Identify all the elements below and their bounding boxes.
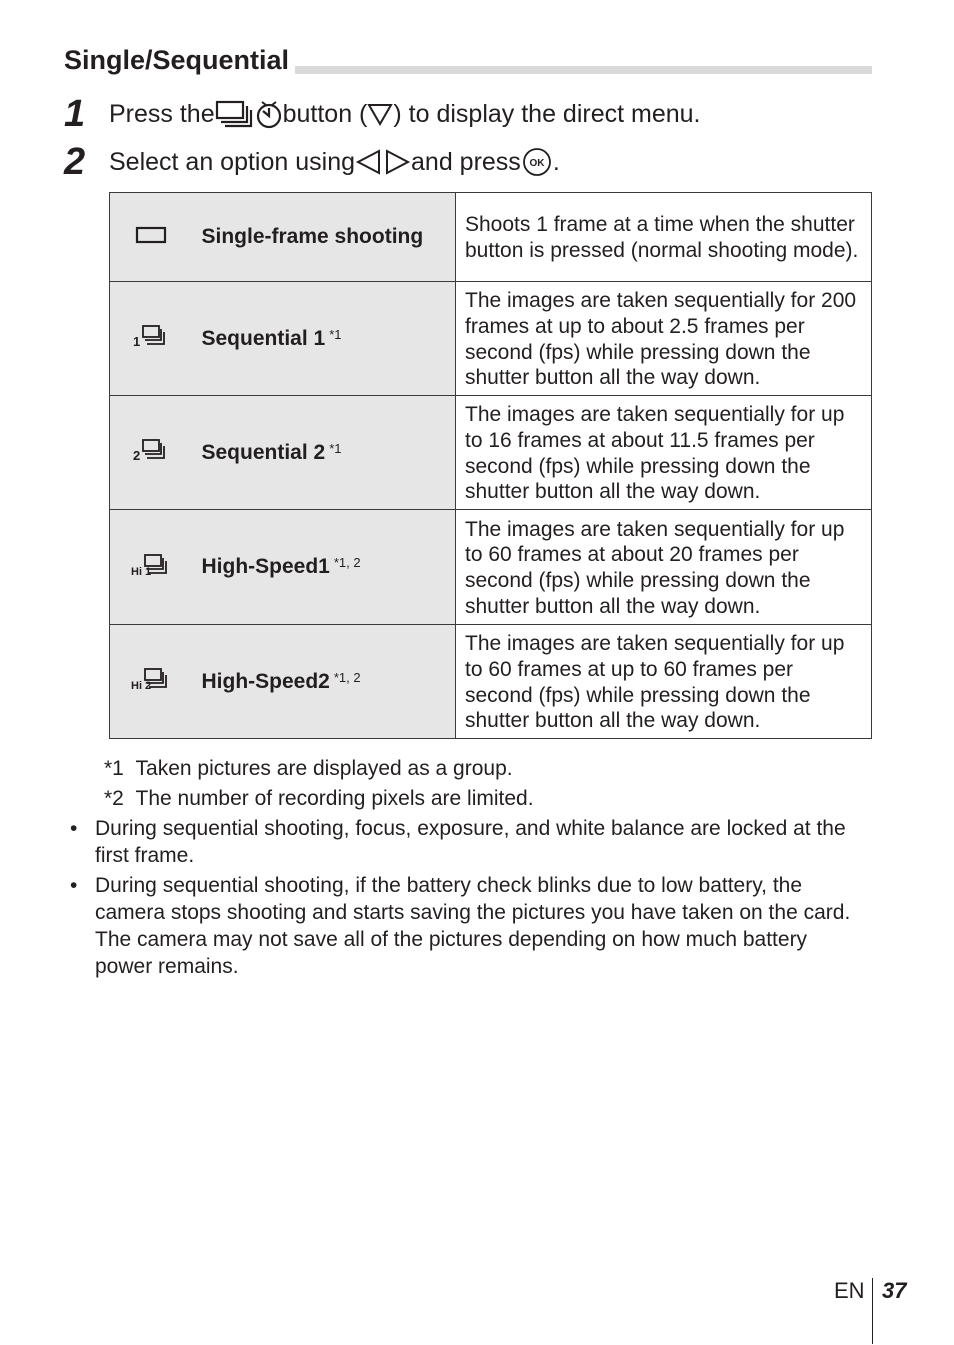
mode-icon-cell	[110, 282, 192, 396]
high-speed-2-icon	[131, 666, 171, 692]
mode-icon-cell	[110, 396, 192, 510]
mode-icon-cell	[110, 625, 192, 739]
footnote-mark: *1	[329, 440, 342, 456]
mode-name	[192, 625, 456, 739]
step-number: 1	[64, 93, 86, 135]
bullet-dot: •	[70, 874, 78, 897]
mode-name-text: High-Speed2	[201, 669, 330, 693]
mode-icon-cell	[110, 193, 192, 282]
page-number: 37	[882, 1278, 907, 1303]
triangle-down-icon	[367, 101, 393, 127]
mode-description: The images are taken sequentially for up to 60 frames at about 20 frames per second (fps) while pressing down the shutter button all the way down.	[456, 510, 872, 625]
mode-name-text: Single-frame shooting	[201, 225, 424, 248]
footnote-mark: *1	[329, 326, 342, 342]
mode-name-text: Sequential 2	[201, 440, 326, 464]
mode-icon-cell	[110, 510, 192, 625]
icon-label: Hi 1	[130, 565, 151, 578]
step-2	[64, 140, 904, 184]
step-text-part: ) to display the direct menu.	[393, 100, 701, 128]
step-text-part: Select an option using	[109, 148, 356, 176]
footnote-text: Taken pictures are displayed as a group.	[135, 757, 513, 780]
table-row	[110, 282, 872, 396]
step-text-part: button (	[282, 100, 368, 128]
bullet-dot: •	[70, 817, 78, 840]
footnote-mark: *1, 2	[333, 669, 361, 685]
footnote-text: The number of recording pixels are limited.	[135, 787, 534, 810]
single-frame-icon	[135, 225, 167, 245]
step-text	[109, 146, 560, 178]
footnote-1	[104, 755, 513, 782]
mode-name	[192, 193, 456, 282]
mode-name-text: Sequential 1	[201, 326, 326, 350]
bullet-item	[70, 872, 870, 984]
sequential-2-icon	[133, 437, 169, 463]
footnote-mark: *1, 2	[333, 555, 361, 570]
high-speed-1-icon	[131, 552, 171, 578]
mode-description: The images are taken sequentially for up to 16 frames at about 11.5 frames per second (fps) while pressing down the shutter button all the way down.	[456, 396, 872, 510]
left-right-arrows-icon	[355, 148, 411, 176]
mode-description: The images are taken sequentially for 200 frames at up to about 2.5 frames per second (fps) while pressing down the shutter button all the way down.	[456, 282, 872, 396]
table-row	[110, 396, 872, 510]
mode-name	[192, 510, 456, 625]
section-title-text: Single/Sequential	[64, 44, 295, 76]
mode-description: The images are taken sequentially for up to 60 frames at up to 60 frames per second (fps) while pressing down the shutter button all the way down.	[456, 625, 872, 739]
step-number: 2	[64, 141, 86, 183]
section-title	[64, 44, 872, 76]
icon-label: Hi 2	[130, 680, 151, 692]
table-row	[110, 625, 872, 739]
mode-name	[192, 396, 456, 510]
footer-divider	[872, 1278, 873, 1344]
ok-button-icon	[521, 146, 553, 178]
bullet-item	[70, 815, 870, 871]
step-text-part: Press the	[109, 100, 215, 128]
step-1	[64, 92, 904, 136]
language-label: EN	[834, 1278, 865, 1303]
step-text-part: .	[552, 148, 560, 176]
footnote-2	[104, 785, 534, 812]
page-footer	[834, 1278, 914, 1344]
drive-mode-table	[109, 192, 872, 739]
bullet-text: During sequential shooting, focus, exposure, and white balance are locked at the first frame.	[95, 817, 846, 867]
ok-label: OK	[529, 158, 545, 169]
icon-label: 1	[132, 334, 140, 349]
mode-name	[192, 282, 456, 396]
footnote-mark: *1	[104, 757, 124, 780]
step-text	[109, 98, 700, 130]
sequential-self-timer-icon	[215, 98, 283, 130]
table-row	[110, 193, 872, 282]
bullet-text: During sequential shooting, if the battery check blinks due to low battery, the camera stops shooting and starts saving the pictures you have taken on the card. The camera may not save all of the pictures depending on how much battery power remains.	[95, 874, 851, 978]
step-text-part: and press	[411, 148, 521, 176]
mode-description: Shoots 1 frame at a time when the shutter button is pressed (normal shooting mode).	[456, 193, 872, 282]
footnote-mark: *2	[104, 787, 124, 810]
table-row	[110, 510, 872, 625]
icon-label: 2	[132, 448, 140, 463]
mode-name-text: High-Speed1	[201, 555, 330, 578]
sequential-1-icon	[133, 323, 169, 349]
